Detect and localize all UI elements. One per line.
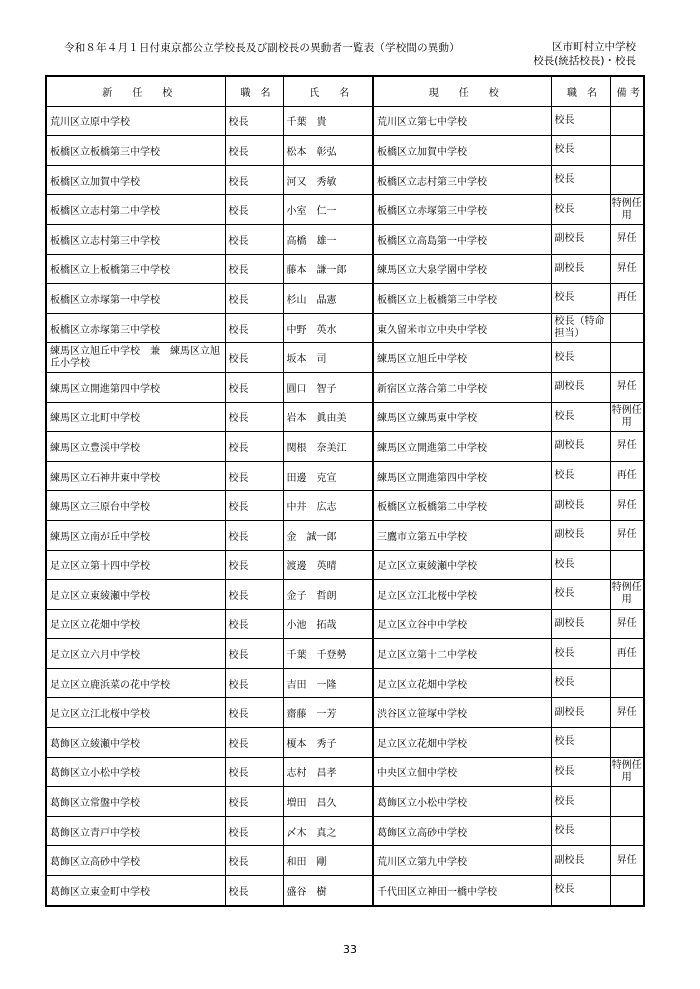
new-position-cell: 校長 — [225, 668, 283, 698]
remarks-cell — [610, 136, 644, 166]
new-position-cell: 校長 — [225, 136, 283, 166]
name-cell: 増田 昌久 — [283, 787, 373, 817]
new-position-cell: 校長 — [225, 580, 283, 610]
name-cell: 榎本 秀子 — [283, 728, 373, 758]
new-position-cell: 校長 — [225, 372, 283, 402]
col-current-position: 職 名 — [551, 76, 610, 106]
remarks-cell: 昇任 — [610, 224, 644, 254]
new-position-cell: 校長 — [225, 402, 283, 432]
name-cell: 金 誠一郎 — [283, 520, 373, 550]
table-body — [46, 106, 644, 906]
table-row — [46, 639, 644, 669]
name-cell: 小室 仁一 — [283, 195, 373, 225]
remarks-cell — [610, 313, 644, 343]
name-cell: 杉山 晶憲 — [283, 284, 373, 314]
remarks-cell: 昇任 — [610, 698, 644, 728]
remarks-cell: 特例任用 — [610, 402, 644, 432]
name-cell: 坂本 司 — [283, 343, 373, 373]
current-position-cell: 副校長 — [551, 491, 610, 521]
table-row — [46, 550, 644, 580]
table-row — [46, 195, 644, 225]
current-position-cell: 校長 — [551, 165, 610, 195]
new-position-cell: 校長 — [225, 639, 283, 669]
name-cell: 中野 英水 — [283, 313, 373, 343]
new-school-cell: 荒川区立原中学校 — [46, 106, 225, 136]
new-position-cell: 校長 — [225, 491, 283, 521]
table-header-row — [46, 76, 644, 106]
new-school-cell: 葛飾区立常盤中学校 — [46, 787, 225, 817]
table-row — [46, 846, 644, 876]
current-position-cell: 校長 — [551, 343, 610, 373]
new-position-cell: 校長 — [225, 343, 283, 373]
remarks-cell — [610, 550, 644, 580]
new-school-cell: 練馬区立南が丘中学校 — [46, 520, 225, 550]
current-school-cell: 練馬区立開進第二中学校 — [373, 432, 551, 462]
remarks-cell: 昇任 — [610, 254, 644, 284]
current-school-cell: 中央区立佃中学校 — [373, 757, 551, 787]
new-school-cell: 葛飾区立東金町中学校 — [46, 876, 225, 906]
current-school-cell: 練馬区立旭丘中学校 — [373, 343, 551, 373]
new-school-cell: 足立区立六月中学校 — [46, 639, 225, 669]
current-school-cell: 足立区立谷中中学校 — [373, 609, 551, 639]
table-row — [46, 580, 644, 610]
new-position-cell: 校長 — [225, 846, 283, 876]
current-position-cell: 校長 — [551, 284, 610, 314]
current-school-cell: 足立区立花畑中学校 — [373, 668, 551, 698]
remarks-cell: 昇任 — [610, 372, 644, 402]
new-school-cell: 板橋区立板橋第三中学校 — [46, 136, 225, 166]
table-row — [46, 787, 644, 817]
table-row — [46, 284, 644, 314]
new-school-cell: 練馬区立開進第四中学校 — [46, 372, 225, 402]
current-position-cell: 校長 — [551, 787, 610, 817]
new-school-cell: 足立区立花畑中学校 — [46, 609, 225, 639]
current-position-cell: 校長（特命担当） — [551, 313, 610, 343]
new-position-cell: 校長 — [225, 728, 283, 758]
new-position-cell: 校長 — [225, 609, 283, 639]
current-position-cell: 校長 — [551, 639, 610, 669]
current-position-cell: 校長 — [551, 461, 610, 491]
current-school-cell: 板橋区立加賀中学校 — [373, 136, 551, 166]
name-cell: 岩本 眞由美 — [283, 402, 373, 432]
name-cell: 盛谷 樹 — [283, 876, 373, 906]
current-position-cell: 校長 — [551, 580, 610, 610]
new-school-cell: 板橋区立上板橋第三中学校 — [46, 254, 225, 284]
document-title: 令和８年４月１日付東京都公立学校長及び副校長の異動者一覧表（学校間の異動） — [64, 42, 460, 54]
name-cell: 河又 秀敏 — [283, 165, 373, 195]
name-cell: 関根 奈美江 — [283, 432, 373, 462]
new-school-cell: 足立区立第十四中学校 — [46, 550, 225, 580]
new-school-cell: 練馬区立北町中学校 — [46, 402, 225, 432]
name-cell: 金子 哲朗 — [283, 580, 373, 610]
new-position-cell: 校長 — [225, 550, 283, 580]
new-position-cell: 校長 — [225, 224, 283, 254]
category-line-2: 校長(統括校長)・校長 — [533, 55, 636, 67]
current-position-cell: 校長 — [551, 195, 610, 225]
remarks-cell: 特例任用 — [610, 195, 644, 225]
new-school-cell: 板橋区立加賀中学校 — [46, 165, 225, 195]
current-position-cell: 校長 — [551, 876, 610, 906]
name-cell: 渡邊 英晴 — [283, 550, 373, 580]
remarks-cell: 再任 — [610, 284, 644, 314]
new-school-cell: 足立区立江北桜中学校 — [46, 698, 225, 728]
new-school-cell: 板橋区立志村第三中学校 — [46, 224, 225, 254]
current-school-cell: 三鷹市立第五中学校 — [373, 520, 551, 550]
current-position-cell: 副校長 — [551, 520, 610, 550]
name-cell: 齋藤 一芳 — [283, 698, 373, 728]
current-school-cell: 板橋区立上板橋第三中学校 — [373, 284, 551, 314]
remarks-cell: 特例任用 — [610, 580, 644, 610]
col-new-school: 新 任 校 — [46, 76, 225, 106]
new-school-cell: 板橋区立志村第二中学校 — [46, 195, 225, 225]
remarks-cell: 昇任 — [610, 846, 644, 876]
current-school-cell: 荒川区立第九中学校 — [373, 846, 551, 876]
col-current-school: 現 任 校 — [373, 76, 551, 106]
new-position-cell: 校長 — [225, 106, 283, 136]
new-school-cell: 板橋区立赤塚第一中学校 — [46, 284, 225, 314]
table-row — [46, 313, 644, 343]
category-line-1: 区市町村立中学校 — [552, 41, 636, 53]
remarks-cell — [610, 876, 644, 906]
remarks-cell: 再任 — [610, 639, 644, 669]
current-school-cell: 板橋区立高島第一中学校 — [373, 224, 551, 254]
current-school-cell: 足立区立第十二中学校 — [373, 639, 551, 669]
table-row — [46, 136, 644, 166]
new-school-cell: 葛飾区立青戸中学校 — [46, 816, 225, 846]
col-new-position: 職 名 — [225, 76, 283, 106]
table-row — [46, 432, 644, 462]
current-school-cell: 新宿区立落合第二中学校 — [373, 372, 551, 402]
new-position-cell: 校長 — [225, 254, 283, 284]
current-position-cell: 副校長 — [551, 609, 610, 639]
table-row — [46, 343, 644, 373]
current-school-cell: 葛飾区立小松中学校 — [373, 787, 551, 817]
new-school-cell: 葛飾区立小松中学校 — [46, 757, 225, 787]
current-position-cell: 校長 — [551, 106, 610, 136]
name-cell: 和田 剛 — [283, 846, 373, 876]
current-school-cell: 板橋区立板橋第二中学校 — [373, 491, 551, 521]
table-row — [46, 609, 644, 639]
new-position-cell: 校長 — [225, 520, 283, 550]
new-school-cell: 板橋区立赤塚第三中学校 — [46, 313, 225, 343]
current-position-cell: 校長 — [551, 816, 610, 846]
new-position-cell: 校長 — [225, 757, 283, 787]
table-row — [46, 372, 644, 402]
table-row — [46, 876, 644, 906]
name-cell: 松本 彰弘 — [283, 136, 373, 166]
new-position-cell: 校長 — [225, 698, 283, 728]
name-cell: 千葉 貴 — [283, 106, 373, 136]
table-row — [46, 106, 644, 136]
new-school-cell: 葛飾区立綾瀬中学校 — [46, 728, 225, 758]
new-position-cell: 校長 — [225, 313, 283, 343]
table-row — [46, 461, 644, 491]
remarks-cell — [610, 106, 644, 136]
new-position-cell: 校長 — [225, 787, 283, 817]
current-position-cell: 副校長 — [551, 254, 610, 284]
remarks-cell: 昇任 — [610, 432, 644, 462]
current-position-cell: 校長 — [551, 402, 610, 432]
table-row — [46, 757, 644, 787]
new-school-cell: 練馬区立石神井東中学校 — [46, 461, 225, 491]
current-position-cell: 副校長 — [551, 224, 610, 254]
name-cell: 田邊 克宣 — [283, 461, 373, 491]
current-school-cell: 千代田区立神田一橋中学校 — [373, 876, 551, 906]
name-cell: 吉田 一隆 — [283, 668, 373, 698]
table-row — [46, 224, 644, 254]
current-school-cell: 板橋区立赤塚第三中学校 — [373, 195, 551, 225]
new-school-cell: 葛飾区立高砂中学校 — [46, 846, 225, 876]
current-school-cell: 葛飾区立高砂中学校 — [373, 816, 551, 846]
name-cell: 高橋 雄一 — [283, 224, 373, 254]
new-position-cell: 校長 — [225, 816, 283, 846]
remarks-cell — [610, 787, 644, 817]
new-position-cell: 校長 — [225, 432, 283, 462]
current-school-cell: 練馬区立大泉学園中学校 — [373, 254, 551, 284]
new-position-cell: 校長 — [225, 876, 283, 906]
remarks-cell: 昇任 — [610, 520, 644, 550]
current-position-cell: 校長 — [551, 136, 610, 166]
current-school-cell: 板橋区立志村第三中学校 — [373, 165, 551, 195]
current-school-cell: 荒川区立第七中学校 — [373, 106, 551, 136]
current-position-cell: 副校長 — [551, 372, 610, 402]
current-school-cell: 足立区立花畑中学校 — [373, 728, 551, 758]
name-cell: 志村 昌孝 — [283, 757, 373, 787]
col-name: 氏 名 — [283, 76, 373, 106]
current-position-cell: 副校長 — [551, 846, 610, 876]
name-cell: 千葉 千登勢 — [283, 639, 373, 669]
name-cell: 小池 拓哉 — [283, 609, 373, 639]
name-cell: 中井 広志 — [283, 491, 373, 521]
table-row — [46, 254, 644, 284]
current-school-cell: 足立区立東綾瀬中学校 — [373, 550, 551, 580]
new-position-cell: 校長 — [225, 195, 283, 225]
current-school-cell: 練馬区立練馬東中学校 — [373, 402, 551, 432]
table-row — [46, 520, 644, 550]
remarks-cell — [610, 816, 644, 846]
remarks-cell — [610, 343, 644, 373]
table-row — [46, 402, 644, 432]
remarks-cell: 昇任 — [610, 491, 644, 521]
page-number: 33 — [343, 943, 357, 956]
table-row — [46, 728, 644, 758]
name-cell: 藤本 謙一郎 — [283, 254, 373, 284]
new-position-cell: 校長 — [225, 461, 283, 491]
current-position-cell: 校長 — [551, 728, 610, 758]
remarks-cell: 特例任用 — [610, 757, 644, 787]
col-remarks: 備 考 — [610, 76, 644, 106]
remarks-cell: 昇任 — [610, 609, 644, 639]
name-cell: 圓口 智子 — [283, 372, 373, 402]
current-position-cell: 副校長 — [551, 698, 610, 728]
new-school-cell: 足立区立鹿浜菜の花中学校 — [46, 668, 225, 698]
table-row — [46, 165, 644, 195]
table-row — [46, 816, 644, 846]
new-school-cell: 練馬区立旭丘中学校 兼 練馬区立旭丘小学校 — [46, 343, 225, 373]
current-position-cell: 校長 — [551, 550, 610, 580]
category-label — [533, 40, 636, 68]
new-school-cell: 練馬区立豊渓中学校 — [46, 432, 225, 462]
name-cell: 〆木 真之 — [283, 816, 373, 846]
new-position-cell: 校長 — [225, 284, 283, 314]
current-school-cell: 渋谷区立笹塚中学校 — [373, 698, 551, 728]
remarks-cell — [610, 668, 644, 698]
transfer-table — [45, 75, 645, 907]
remarks-cell — [610, 165, 644, 195]
remarks-cell: 再任 — [610, 461, 644, 491]
current-position-cell: 副校長 — [551, 432, 610, 462]
current-school-cell: 練馬区立開進第四中学校 — [373, 461, 551, 491]
new-position-cell: 校長 — [225, 165, 283, 195]
new-school-cell: 練馬区立三原台中学校 — [46, 491, 225, 521]
remarks-cell — [610, 728, 644, 758]
table-row — [46, 491, 644, 521]
current-school-cell: 足立区立江北桜中学校 — [373, 580, 551, 610]
current-school-cell: 東久留米市立中央中学校 — [373, 313, 551, 343]
table-row — [46, 668, 644, 698]
current-position-cell: 校長 — [551, 668, 610, 698]
table-row — [46, 698, 644, 728]
current-position-cell: 校長 — [551, 757, 610, 787]
new-school-cell: 足立区立東綾瀬中学校 — [46, 580, 225, 610]
